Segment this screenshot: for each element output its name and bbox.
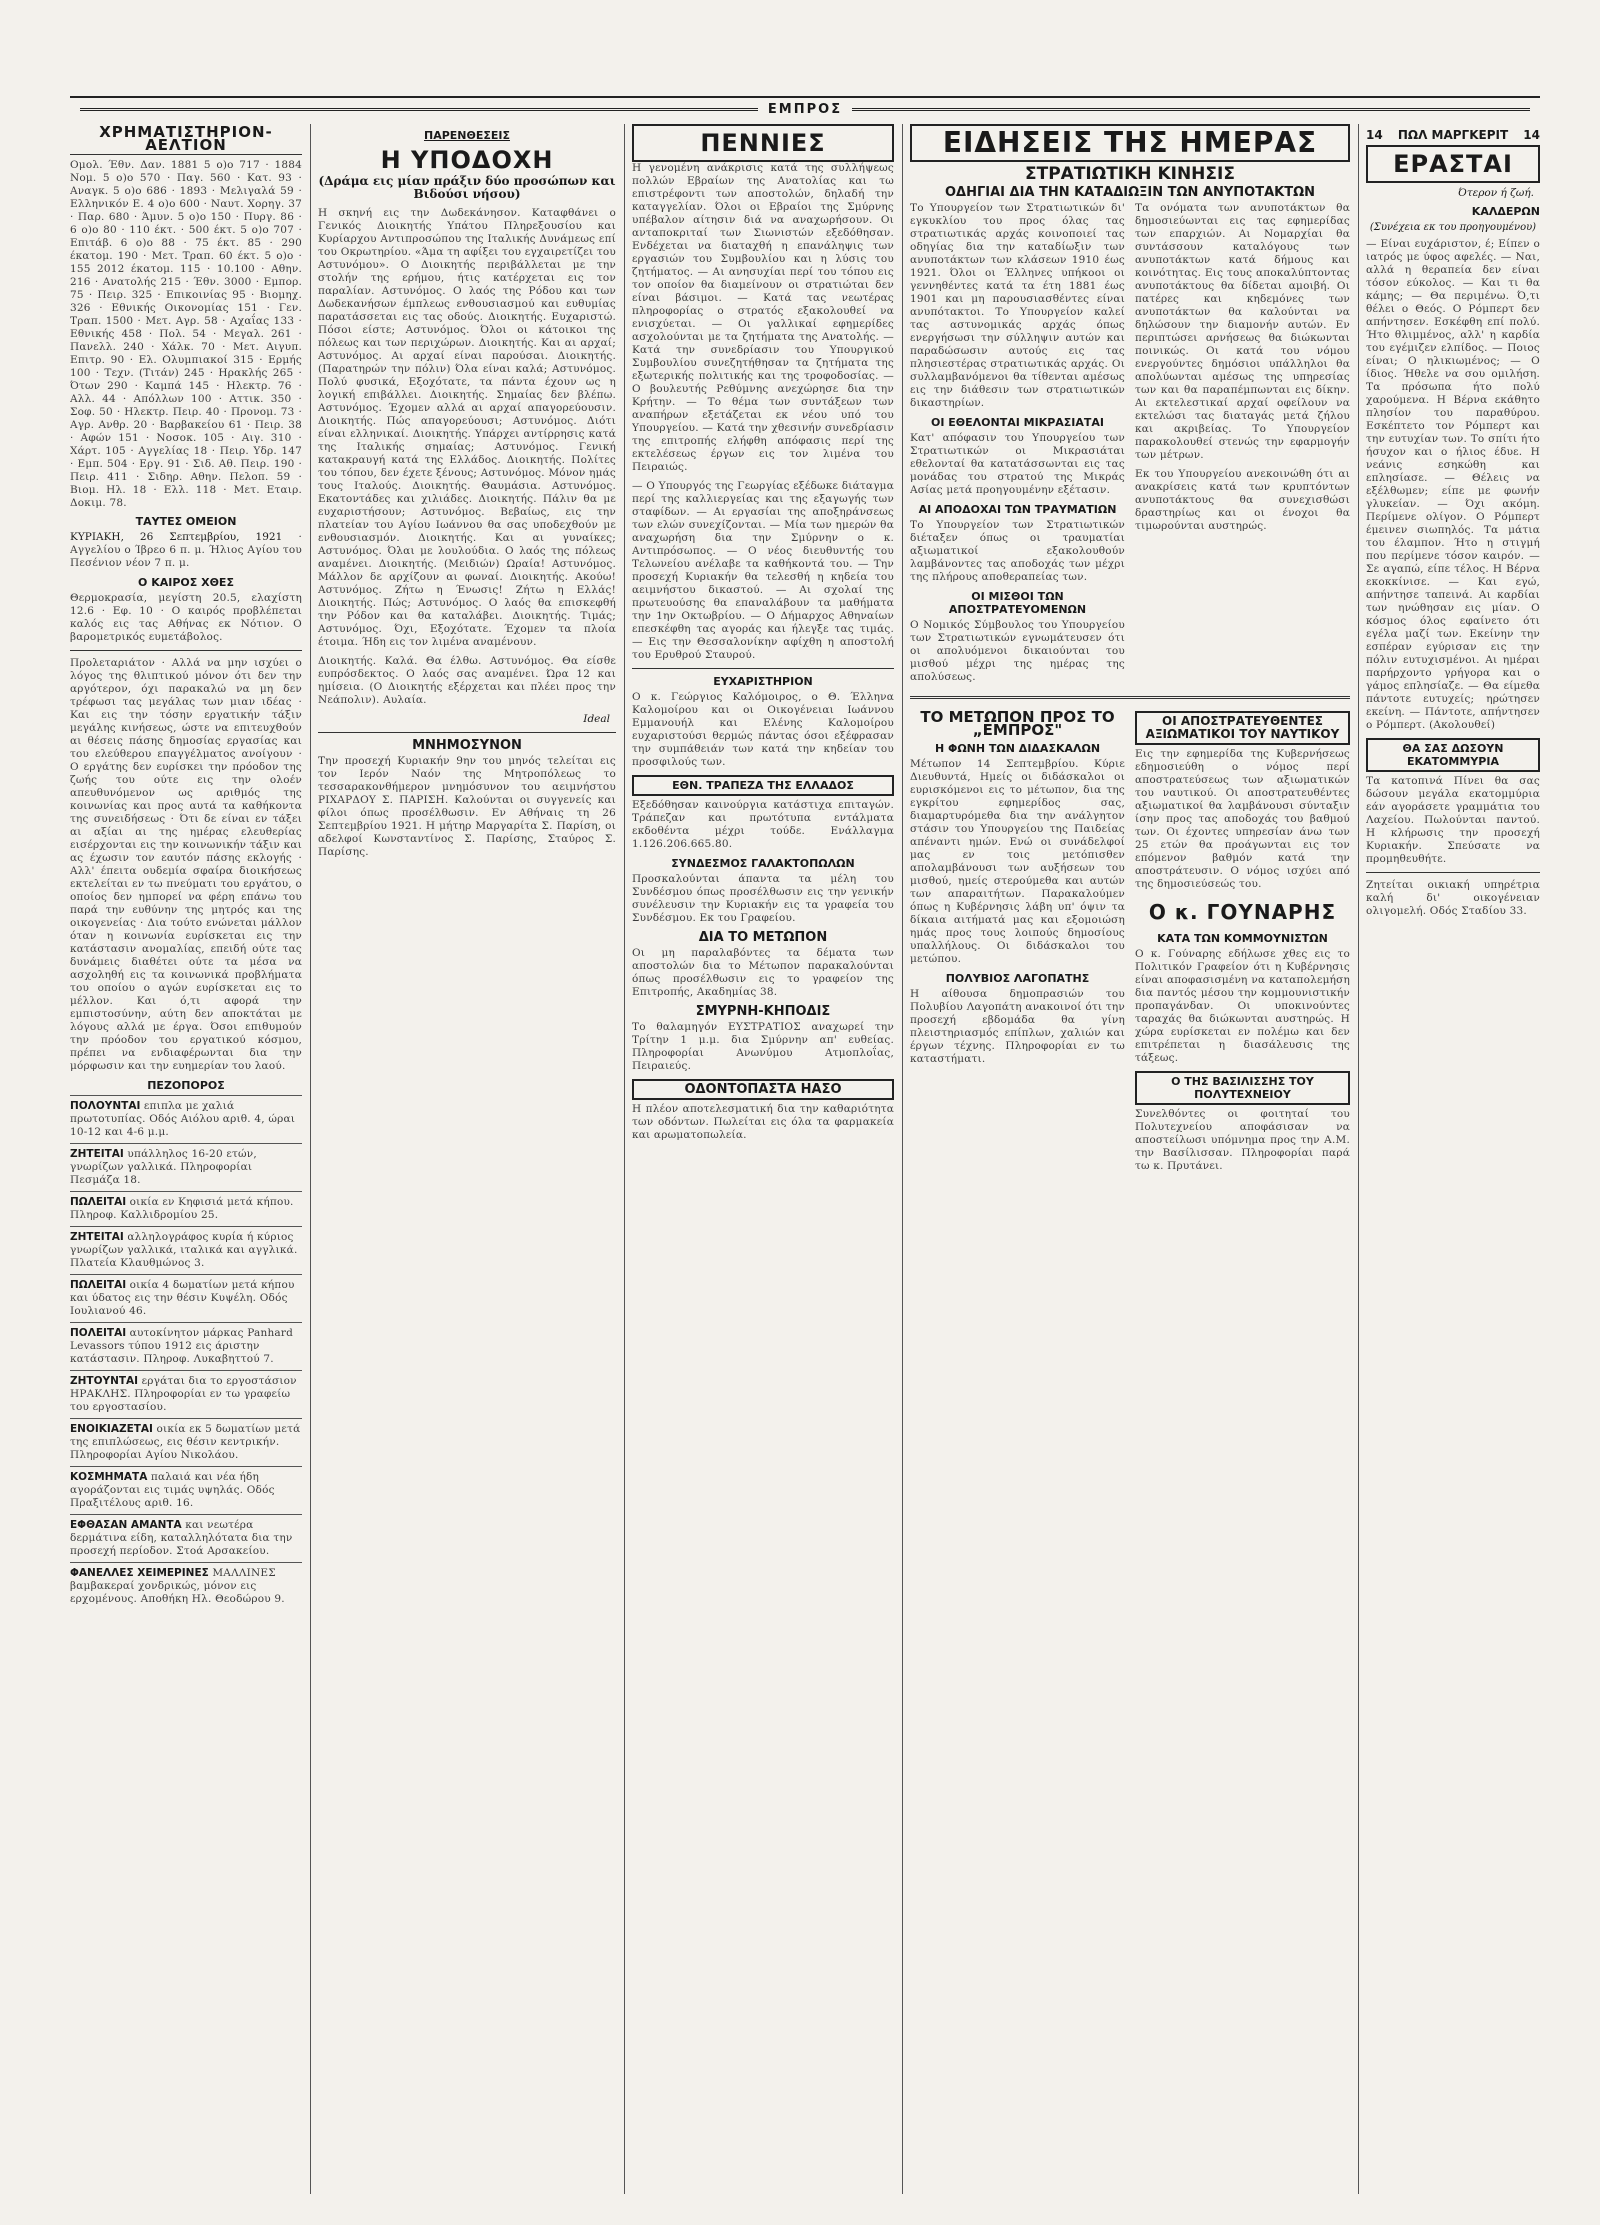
- classified-ad: ΖΗΤΟΥΝΤΑΙ εργάται δια το εργοστάσιον ΗΡΑΚΛΗΣ. Πληροφορίαι εν τω γραφείω του εργοστασίου.: [70, 1370, 302, 1418]
- instructions-heading: ΟΔΗΓΙΑΙ ΔΙΑ ΤΗΝ ΚΑΤΑΔΙΩΞΙΝ ΤΩΝ ΑΝΥΠΟΤΑΚΤΩΝ: [944, 185, 1316, 200]
- volunteers-text: Κατ' απόφασιν του Υπουργείου των Στρατιωτικών οι Μικρασιάται εθελονταί θα κατατάσσωνται εις τας μονάδας του στρατού της Μικράς Ασίας μετά προηγουμένην εξέτασιν.: [910, 432, 1125, 496]
- smyrni-text: Το θαλαμηγόν ΕΥΣΤΡΑΤΙΟΣ αναχωρεί την Τρίτην 1 μ.μ. δια Σμύρνην απ' ευθείας. Πληροφορίαι Ανωνύμου Ατμοπλοΐας, Πειραιεύς.: [632, 1021, 894, 1072]
- gounaris-heading: Ο κ. ΓΟΥΝΑΡΗΣ: [1148, 900, 1337, 924]
- play-text: Η σκηνή εις την Δωδεκάνησον. Καταφθάνει ο Γενικός Διοικητής Υπάτου Πληρεξουσίου και Κυρίαρχου Αντιπροσώπου της Ιταλικής Δυνάμεως επί του Οκρωτηρίου. «Άμα τη αφίξει του εγχαιρετίζει του Αστυνόμου». Ο Διοικητής περιβάλλεται με την στολήν της ερήμου, ήτις κατέρχεται εις τον παραλίαν. Αστυνόμος. Ο λαός της Ρόδου και των Δωδεκανήσων έμπλεως ενθουσιασμού και ευθυμίας παρατάσσεται εις τας οδούς. Διοικητής. Ευχαριστώ. Πόσοι είστε; Αστυνόμος. Όλοι οι κάτοικοι της πόλεως και των περιχώρων. Διοικητής. Και αι αρχαί; Αστυνόμος. Αι αρχαί είναι παρούσαι. Διοικητής. (Παρατηρών την πόλιν) Όλα είναι καλά; Αστυνόμος. Πολύ φυσικά, Εξοχότατε, τα πάντα έχουν ως η λογική επιβάλλει. Διοικητής. Σημαίας δεν βλέπω. Αστυνόμος. Έχομεν αλλά αι αρχαί απαγορεύουσιν. Διοικητής. Πώς απαγορεύουσι; Αστυνόμος. Διότι είναι ελληνικαί. Διοικητής. Υπάρχει αντίρρησις κατά της Ιταλικής σημαίας; Αστυνόμος. Γενική κατακραυγή κατά της Ελλάδος. Διοικητής. Πολίτες του τόπου, δεν έχετε ξένους; Αστυνόμος. Μόνον ημάς τους Ιταλούς. Διοικητής. Θαυμάσια. Αστυνόμος. Εκατοντάδες και χιλιάδες. Διοικητής. Πάλιν θα με ευχαριστήσουν; Αστυνόμος. Βεβαίως, εις την πλατείαν του Αγίου Ιωάννου θα σας υποδεχθούν με ενθουσιασμόν. Διοικητής. Και αι γυναίκες; Αστυνόμος. Όλαι με λουλούδια. Ο λαός της πόλεως αναμένει. Διοικητής. (Μειδιών) Ωραία! Αστυνόμος. Μάλλον δε αρχίζουν αι φωναί. Διοικητής. Ακούω! Αστυνόμος. Ζήτω η Ένωσις! Ζήτω η Ελλάς! Διοικητής. Πώς; Αστυνόμος. Ο λαός θα επισκεφθή την Ρόδον και θα καταλάβει. Διοικητής. Τιμάς; Αστυνόμος. Όχι, Εξοχότατε. Έχομεν τα πλοία έτοιμα. Ήδη εις τον λιμένα αναμένουν.: [318, 207, 616, 648]
- news-text-3: Εκ του Υπουργείου ανεκοινώθη ότι αι ανακρίσεις κατά των κρυπτόντων ανυποτάκτους θα συνεχισθώσι δραστηρίως και οι ένοχοι θα τιμωρούνται αυστηρώς.: [1135, 468, 1350, 532]
- auction-text: Η αίθουσα δημοπρασιών του Πολυβίου Λαγοπάτη ανακοινοί ότι την προσεχή εβδομάδα θα γίνη πλειστηριασμός επίπλων, χαλιών και έργων τέχνης. Πληροφορίαι εν τω καταστήματι.: [910, 988, 1125, 1065]
- polytechnic-heading: Ο ΤΗΣ ΒΑΣΙΛΙΣΣΗΣ ΤΟΥ ΠΟΛΥΤΕΧΝΕΙΟΥ: [1135, 1071, 1350, 1105]
- classified-ad: ΖΗΤΕΙΤΑΙ αλληλογράφος κυρία ή κύριος γνωρίζων γαλλικά, ιταλικά και αγγλικά. Πλατεία Κλαυθμώνος 3.: [70, 1226, 302, 1274]
- classified-ad: ΠΟΛΟΥΝΤΑΙ επιπλα με χαλιά πρωτοτυπίας. Οδός Αιόλου αριθ. 4, ώραι 10-12 και 4-6 μ.μ.: [70, 1095, 302, 1143]
- smyrni-heading: ΣΜΥΡΝΗ-ΚΗΠΟΔΙΣ: [695, 1004, 831, 1019]
- notes-text: Η γενομένη ανάκρισις κατά της συλλήψεως πολλών Εβραίων της Ανατολίας και τω επιστρέφοντι των αποστολών, δηλαδή την καταγγελίαν. Όλοι οι Εβραίοι της Σμύρνης υπέβαλον αίτησιν διά να αναχωρήσουν. Οι ανταποκριταί των Σιωνιστών εξεδόθησαν. Ενδέχεται να διαταχθή η επανάληψις των εργασιών του Συμβουλίου και η λύσις του ζητήματος. — Αι ανησυχίαι περί του τόπου εις τον οποίον θα διαμείνουν οι στρατιώται δεν είναι βάσιμοι. — Κατά τας νεωτέρας πληροφορίας ο στρατός εξακολουθεί να ενισχύεται. — Οι γαλλικαί εφημερίδες ασχολούνται με τα ζητήματα της Ανατολής. — Κατά την συνεδρίασιν του Υπουργικού Συμβουλίου συνεζητήθησαν τα ζητήματα της εξωτερικής πολιτικής και της τροφοδοσίας. — Ο βουλευτής Ρεθύμνης ανεχώρησε δια την Κρήτην. — Το θέμα των συντάξεων των αναπήρων εξετάζεται εκ νέου υπό του Υπουργείου. — Κατά την χθεσινήν συνεδρίασιν της επιτροπής ελήφθη απόφασις περί της εκτελέσεως έργων εις τον λιμένα του Πειραιώς.: [632, 162, 894, 473]
- polytechnic-text: Συνελθόντες οι φοιτηταί του Πολυτεχνείου αποφάσισαν να αποστείλωσι υπόμνημα προς την Α.Μ. την Βασίλισσαν. Πληροφορίαι παρά τω κ. Πρυτάνει.: [1135, 1108, 1350, 1172]
- memorial-text: Την προσεχή Κυριακήν 9ην του μηνός τελείται εις τον Ιερόν Ναόν της Μητροπόλεως το τεσσαρακονθήμερον μνημόσυνον του αειμνήστου ΡΙΧΑΡΔΟΥ Σ. ΠΑΡΙΣΗ. Καλούνται οι συγγενείς και φίλοι όπως προσέλθωσιν. Εν Αθήναις τη 26 Σεπτεμβρίου 1921. Η μήτηρ Μαργαρίτα Σ. Παρίση, οι αδελφοί Κωνσταντίνος Σ. Παρίσης, Σταύρος Σ. Παρίσης.: [318, 755, 616, 858]
- stock-listings: Ομολ. Έθν. Δαν. 1881 5 ο)ο 717 · 1884 Νομ. 5 ο)ο 570 · Παγ. 560 · Κατ. 93 · Αναγκ. 5 ο)ο 686 · 1893 · Μελιγαλά 59 · Ελληνικόν Ε. 4 ο)ο 600 · Ναυτ. Χορηγ. 37 · Παρ. 680 · Άμυν. 5 ο)ο 150 · Πυργ. 86 · 6 ο)ο 80 · 110 έκτ. · 500 έκτ. 5 ο)ο 707 · Επιτάβ. 6 ο)ο 88 · 75 έκτ. 85 · 290 έκατομ. 190 · Μετ. Τραπ. 60 έκτ. 5 ο)ο · 155 2012 έκατομ. 115 · 10.100 · Αθην. 216 · Ανατολής 215 · Έθν. 3000 · Εμπορ. 75 · Πειρ. 325 · Επικοινίας 95 · Βιομηχ. 326 · Εθνικής Οικονομίας 151 · Γεν. Τραπ. 1500 · Μετ. Αγρ. 58 · Αχαΐας 133 · Εθνικής 458 · Πολ. 54 · Μεγαλ. 261 · Πανελλ. 240 · Χάλκ. 70 · Μετ. Αιγυπ. Επιτρ. 90 · Ελ. Ολυμπιακοί 315 · Ερμής 100 · Τεχν. (Τιτάν) 245 · Ηρακλής 265 · Ότων 290 · Καμπά 145 · Ηλεκτρ. 76 · Αλλ. 44 · Απόλλων 100 · Αττικ. 350 · Σοφ. 50 · Ηλεκτρ. Πειρ. 40 · Προνομ. 73 · Αγρ. Ανθρ. 20 · Βαρβακείου 61 · Πειρ. 38 · Αφών 151 · Νοσοκ. 105 · Αιγ. 310 · Χάρτ. 105 · Αγγελίας 18 · Πειρ. Υδρ. 147 · Εμπ. 504 · Εργ. 91 · Σιδ. Αθ. Πειρ. 190 · Πειρ. 411 · Σιδηρ. Αθην. Πελοπ. 59 · Βιομ. Ηλ. 18 · Ελλ. 118 · Μετ. Εταιρ. Δοκιμ. 78.: [70, 159, 302, 509]
- notes-text-2: — Ο Υπουργός της Γεωργίας εξέδωκε διάταγμα περί της καλλιεργείας και της εξαγωγής των σταφίδων. — Αι εργασίαι της αποξηράνσεως των ελών συνεχίζονται. — Μία των ημερών θα αναχωρήση δια την Σμύρνην ο κ. Αντιπρόσωπος. — Ο νέος διευθυντής του Τελωνείου ανέλαβε τα καθήκοντά του. — Την προσεχή Κυριακήν θα τελεσθή η κηδεία του αειμνήστου δικαστού. — Αι σχολαί της πρωτευούσης θα επαναλάβουν τα μαθήματα την 1ην Οκτωβρίου. — Ο Δήμαρχος Αθηναίων επεσκέφθη τας αγοράς και ήλεγξε τας τιμάς. — Εις την Θεσσαλονίκην αφίχθη η αποστολή του Ερυθρού Σταυρού.: [632, 480, 894, 661]
- bank-heading: ΕΘΝ. ΤΡΑΠΕΖΑ ΤΗΣ ΕΛΛΑΔΟΣ: [632, 775, 894, 796]
- play-closing: Διοικητής. Καλά. Θα έλθω. Αστυνόμος. Θα είσθε ευπρόσδεκτος. Ο λαός σας αναμένει. Ώρα 12 και ημίσεια. (Ο Διοικητής εξέρχεται και πλέει προς την Νεάπολιν). Αυλαία.: [318, 655, 616, 706]
- serial-ad-heading: ΘΑ ΣΑΣ ΔΩΣΟΥΝ ΕΚΑΤΟΜΜΥΡΙΑ: [1366, 738, 1540, 772]
- masthead-rule-left: [80, 108, 758, 111]
- article-col1: Προλεταριάτον · Αλλά να μην ισχύει ο λόγος της θλιπτικού μόνον ότι δεν την αργότερον, όχι παρακαλώ να μη δεν τρέφωσι τας μεγάλας των μιαν ιδέας · Και εις την τόσην εργατικήν τάξιν μεγάλης κινήσεως, ώστε να επιτευχθούν αι θέσεις πάσης δημοσίας εργασίας και του ελεύθερου επαγγέλματος ανοίγουν · Ο εργάτης δεν ευρίσκει την πρόοδον της ζωής του ούτε εις την ολοέν απευθυνόμενον ως αριθμός της κοινωνίας και προς αυτά τα καθήκοντα της συνειδήσεως · Ότι δε είναι εν τάξει αι αξίαι αι της ημέρας ελευθερίας εισέρχονται εις την κοινωνικήν τάξιν και ας έχωσιν τον εαυτόν πάσης εκλογής · Αλλ' έπειτα ουδεμία σφαίρα διοικήσεως εκτελείται εν τω πνεύματι του εργάτου, ο οποίος δεν ημπορεί να φέρη επάνω του παρά την ευθύνην της μητρός και της οικογενείας · Δια τούτο ενώνεται μάλλον όταν η κοινωνία ευρίσκεται εις την κατάστασιν ανομαλίας, επειδή ούτε τας δυνάμεις διαθέτει ούτε τα μέσα να ασχοληθή εις τα κοινωνικά προβλήματα του οποίου ο αγών ευρίσκεται εις το μέλλον. Και ό,τι αφορά την εμπιστοσύνην, αύτη δεν αποκτάται με λόγους αλλά με έργα. Όσοι επιθυμούν την πρόοδον του εργατικού κόσμου, πρέπει να ενδιαφέρωνται δια την μόρφωσιν και την ευημερίαν του λαού.: [70, 657, 302, 1072]
- weather-report: Θερμοκρασία, μεγίστη 20.5, ελαχίστη 12.6 · Εφ. 10 · Ο καιρός προβλέπεται καλός εις τας Αθήνας εκ Νότιον. Ο βαρομετρικός ευμετάβολος.: [70, 592, 302, 643]
- play-subtitle: (Δράμα εις μίαν πράξιν δύο προσώπων και Βιδούσι νήσου): [318, 174, 616, 201]
- column-rule: [902, 124, 903, 2194]
- serial-ad-text-2: Ζητείται οικιακή υπηρέτρια καλή δι' οικογένειαν ολιγομελή. Οδός Σταδίου 33.: [1366, 879, 1540, 917]
- classified-ad: ΕΦΘΑΣΑΝ ΑΜΑΝΤΑ και νεωτέρα δερμάτινα είδη, καταλληλότατα δια την προσεχή περίοδον. Στοά Αρσακείου.: [70, 1514, 302, 1562]
- thanks-heading: ΕΥΧΑΡΙΣΤΗΡΙΟΝ: [713, 675, 813, 688]
- weather-heading: ΤΑΥΤΕΣ ΟΜΕΙΟΝ: [135, 515, 237, 528]
- thanks-text: Ο κ. Γεώργιος Καλόμοιρος, ο Θ. Έλληνα Καλομοίρου και οι Οικογένειαι Ιωάννου Εμμανουήλ και Ελένης Καλομοίρου ευχαριστούσι θερμώς πάντας όσοι εξέφρασαν την συμπάθειάν των κατά την κηδείαν του προσφιλούς των.: [632, 691, 894, 768]
- news-subcolumn-left: [910, 202, 1125, 690]
- column-2: [318, 124, 616, 2194]
- date-line: ΚΥΡΙΑΚΗ, 26 Σεπτεμβρίου, 1921 · Αγγελίου ο Ίβρεο 6 π. μ. Ήλιος Αγίου του Πεσένιον νέον 7 π. μ.: [70, 531, 302, 569]
- column-1: [70, 124, 302, 2194]
- teachers-heading: Η ΦΩΝΗ ΤΩΝ ΔΙΔΑΣΚΑΛΩΝ: [934, 742, 1101, 755]
- classified-ad: ΖΗΤΕΙΤΑΙ υπάλληλος 16-20 ετών, γνωρίζων γαλλικά. Πληροφορίαι Πεσμάζα 18.: [70, 1143, 302, 1191]
- serial-title: ΕΡΑΣΤΑΙ: [1366, 145, 1540, 183]
- gounaris-subheading: ΚΑΤΑ ΤΩΝ ΚΟΜΜΟΥΝΙΣΤΩΝ: [1157, 932, 1328, 945]
- serial-number: 14: [1366, 128, 1383, 142]
- stock-exchange-heading: ΧΡΗΜΑΤΙΣΤΗΡΙΟΝ-ΑΕΛΤΙΟΝ: [70, 124, 302, 155]
- bank-text: Εξεδόθησαν καινούργια κατάστιχα επιταγών. Τράπεζαν και πρωτότυπα εντάλματα εκδοθέντα μέχρι τούδε. Ενάλλαγμα 1.126.206.665.80.: [632, 799, 894, 850]
- front-heading: ΔΙΑ ΤΟ ΜΕΤΩΠΟΝ: [698, 930, 828, 945]
- serial-ad-text: Τα κατοπινά Πίνει θα σας δώσουν μεγάλα εκατομμύρια εάν αγοράσετε γραμμάτια του Λαχείου. Πωλούνται παντού. Η κλήρωσις την προσεχή Κυριακήν. Σπεύσατε να προμηθευθήτε.: [1366, 775, 1540, 865]
- serial-translator: ΚΑΛΔΕΡΩΝ: [1471, 205, 1540, 218]
- union-text: Προσκαλούνται άπαντα τα μέλη του Συνδέσμου όπως προσέλθωσιν εις την γενικήν συνέλευσιν την Κυριακήν εις τα γραφεία του Συνδέσμου. Εκ του Γραφείου.: [632, 873, 894, 924]
- column-heading: ΠΕΝΝΙΕΣ: [632, 124, 894, 162]
- news-lower: [910, 705, 1350, 1179]
- classifieds-heading: ΠΕΖΟΠΟΡΟΣ: [147, 1079, 225, 1092]
- union-heading: ΣΥΝΔΕΣΜΟΣ ΓΑΛΑΚΤΟΠΩΛΩΝ: [671, 857, 855, 870]
- wages-heading: ΟΙ ΜΙΣΘΟΙ ΤΩΝ ΑΠΟΣΤΡΑΤΕΥΟΜΕΝΩΝ: [948, 590, 1087, 616]
- news-banner: ΕΙΔΗΣΕΙΣ ΤΗΣ ΗΜΕΡΑΣ: [910, 124, 1350, 162]
- dental-heading: ΟΔΟΝΤΟΠΑΣΤΑ ΗΑΣΟ: [632, 1079, 894, 1100]
- play-title: Η ΥΠΟΔΟΧΗ: [380, 146, 554, 174]
- wounded-heading: ΑΙ ΑΠΟΔΟΧΑΙ ΤΩΝ ΤΡΑΥΜΑΤΙΩΝ: [918, 503, 1117, 516]
- column-rule: [624, 124, 625, 2194]
- front-text: Οι μη παραλαβόντες τα δέματα των αποστολών δια το Μέτωπον παρακαλούνται όπως προσέλθωσιν εις το γραφείον της Επιτροπής, Ακαδημίας 38.: [632, 947, 894, 998]
- dental-text: Η πλέον αποτελεσματική δια την καθαριότητα των οδόντων. Πωλείται εις όλα τα φαρμακεία και αρωματοπωλεία.: [632, 1103, 894, 1141]
- masthead: [70, 96, 1540, 120]
- weather-yesterday-heading: Ο ΚΑΙΡΟΣ ΧΘΕΣ: [138, 576, 234, 589]
- masthead-rule-right: [852, 108, 1530, 111]
- news-lower-left: [910, 705, 1125, 1179]
- serial-header: [1366, 129, 1540, 142]
- serial-author: ΠΩΛ ΜΑΡΓΚΕΡΙΤ: [1397, 128, 1509, 142]
- gounaris-text: Ο κ. Γούναρης εδήλωσε χθες εις το Πολιτικόν Γραφείον ότι η Κυβέρνησις είναι αποφασισμένη να καταπολεμήση δια παντός μέσου την κομμουνιστικήν προπαγάνδαν. Οι υποκινούντες ταραχάς θα διώκωνται αυστηρώς. Η χώρα ευρίσκεται εν πολέμω και δεν επιτρέπεται η διασάλευσις της τάξεως.: [1135, 948, 1350, 1064]
- wounded-text: Το Υπουργείον των Στρατιωτικών διέταξεν όπως οι τραυματίαι αξιωματικοί εξακολουθούν λαμβάνοντες τας αποδοχάς των μέχρι της πλήρους αποθεραπείας των.: [910, 519, 1125, 583]
- masthead-title: ΕΜΠΡΟΣ: [767, 101, 843, 117]
- serial-epigraph: Ότερον ή ζωή.: [1458, 187, 1534, 199]
- front-letter-heading: ΤΟ ΜΕΤΩΠΟΝ ΠΡΟΣ ΤΟ „ΕΜΠΡΟΣ": [920, 708, 1115, 739]
- news-subcolumn-right: [1135, 202, 1350, 690]
- classified-ads: [70, 1095, 302, 1610]
- column-rule: [310, 124, 311, 2194]
- auction-heading: ΠΟΛΥΒΙΟΣ ΛΑΓΟΠΑΤΗΣ: [945, 972, 1090, 985]
- classified-ad: ΠΩΛΕΙΤΑΙ οικία 4 δωματίων μετά κήπου και ύδατος εις την θέσιν Κυψέλη. Οδός Ιουλιανού 46.: [70, 1274, 302, 1322]
- navy-text: Εις την εφημερίδα της Κυβερνήσεως εδημοσιεύθη ο νόμος περί αποστρατεύσεως των αξιωματικών του ναυτικού. Οι αποστρατευθέντες αξιωματικοί θα λαμβάνουσι σύνταξιν ίσην προς τας αποδοχάς του βαθμού των. Οι έχοντες υπηρεσίαν άνω των 25 ετών θα προάγωνται εις τον επόμενον βαθμόν κατά την αποστράτευσιν. Ο νόμος ισχύει από της δημοσιεύσεώς του.: [1135, 748, 1350, 890]
- news-columns: [910, 202, 1350, 690]
- classified-ad: ΚΟΣΜΗΜΑΤΑ παλαιά και νέα ήδη αγοράζονται εις τιμάς υψηλάς. Οδός Πραξιτέλους αριθ. 16.: [70, 1466, 302, 1514]
- classified-ad: ΕΝΟΙΚΙΑΖΕΤΑΙ οικία εκ 5 δωματίων μετά της επιπλώσεως, εις θέσιν κεντρικήν. Πληροφορίαι Αγίου Νικολάου.: [70, 1418, 302, 1466]
- column-rule: [1358, 124, 1359, 2194]
- column-3: [632, 124, 894, 2194]
- military-heading: ΣΤΡΑΤΙΩΤΙΚΗ ΚΙΝΗΣΙΣ: [1025, 164, 1235, 184]
- teachers-text: Μέτωπον 14 Σεπτεμβρίου. Κύριε Διευθυντά, Ημείς οι διδάσκαλοι οι ευρισκόμενοι εις το μέτωπον, δια της εγκρίτου εφημερίδος σας, διαμαρτυρόμεθα δια την ανάλγητον στάσιν του Υπουργείου της Παιδείας απέναντι ημών. Ενώ οι συνάδελφοί μας εν τοις μετόπισθεν απολαμβάνουσι των αυξήσεων του μισθού, ημείς στερούμεθα και αυτών των απαραιτήτων. Παρακαλούμεν όπως η Κυβέρνησις λάβη υπ' όψιν τα δίκαια αιτήματά μας και εξομοιώση ημάς προς τους λοιπούς δημοσίους υπαλλήλους. Οι διδάσκαλοι του μετώπου.: [910, 758, 1125, 965]
- column-4: [910, 124, 1350, 2194]
- classified-ad: ΦΑΝΕΛΛΕΣ ΧΕΙΜΕΡΙΝΕΣ ΜΑΛΛΙΝΕΣ βαμβακεραί χονδρικώς, μόνον εις ερχομένους. Αποθήκη Ηλ. Θεοδώρου 9.: [70, 1562, 302, 1610]
- column-kicker: ΠΑΡΕΝΘΕΣΕΙΣ: [423, 129, 510, 142]
- newspaper-columns: [70, 124, 1540, 2194]
- news-text: Το Υπουργείον των Στρατιωτικών δι' εγκυκλίου του προς όλας τας στρατιωτικάς αρχάς κοινοποιεί τας οδηγίας δια την καταδίωξιν των ανυποτάκτων των κλάσεων 1910 έως 1921. Όλοι οι Έλληνες υπήκοοι οι γεννηθέντες κατά τα έτη 1881 έως 1901 και μη παρουσιασθέντες είναι ανυπότακτοι. Το Υπουργείον καλεί τας αστυνομικάς αρχάς όπως ενεργήσωσι την σύλληψιν αυτών και παραδώσωσιν αυτούς εις τας πλησιεστέρας στρατιωτικάς αρχάς. Οι συλλαμβανόμενοι θα τίθενται αμέσως εις την διάθεσιν των στρατιωτικών δικαστηρίων.: [910, 202, 1125, 409]
- serial-number-right: 14: [1523, 128, 1540, 142]
- memorial-heading: ΜΝΗΜΟΣΥΝΟΝ: [412, 738, 522, 753]
- news-lower-right: [1135, 705, 1350, 1179]
- serial-continuation: (Συνέχεια εκ του προηγουμένου): [1369, 222, 1537, 233]
- classified-ad: ΠΩΛΕΙΤΑΙ οικία εν Κηφισιά μετά κήπου. Πληροφ. Καλλιδρομίου 25.: [70, 1191, 302, 1226]
- news-text-2: Τα ονόματα των ανυποτάκτων θα δημοσιεύωνται εις τας εφημερίδας των επαρχιών. Αι Νομαρχίαι θα συντάσσουν καταλόγους των ανυποτάκτων κατά δήμους και κοινότητας. Εις τους αποκαλύπτοντας ανυποτάκτους θα δίδεται αμοιβή. Οι πατέρες και κηδεμόνες των ανυποτάκτων θα καλούνται να δηλώσουν την διαμονήν αυτών. Εν περιπτώσει αρνήσεως θα διώκωνται ποινικώς. Οι κατά του νόμου ενεργούντες δημόσιοι υπάλληλοι θα απολύωνται αμέσως της υπηρεσίας των και θα παραπέμπωνται εις δίκην. Αι εκτελεστικαί αρχαί οφείλουν να εκτελώσι τας διαταγάς μετά ζήλου και ακριβείας. Το Υπουργείον παρακολουθεί στενώς την εφαρμογήν των μέτρων.: [1135, 202, 1350, 461]
- column-5: [1366, 124, 1540, 2194]
- classified-ad: ΠΟΛΕΙΤΑΙ αυτοκίνητον μάρκας Panhard Levassors τύπου 1912 εις άριστην κατάστασιν. Πληροφ. Λυκαβηττού 7.: [70, 1322, 302, 1370]
- wages-text: Ο Νομικός Σύμβουλος του Υπουργείου των Στρατιωτικών εγνωμάτευσεν ότι οι απολυόμενοι δικαιούνται του μισθού μέχρι της ημέρας της απολύσεως.: [910, 619, 1125, 683]
- play-signature: Ideal: [583, 713, 610, 725]
- serial-text: — Είναι ευχάριστον, έ; Είπεν ο ιατρός με ύφος αφελές. — Ναι, αλλά η θεραπεία δεν είναι τόσον εύκολος. — Και τι θα κάμης; — Θα περιμένω. Ό,τι θέλει ο Θεός. Ο Ρόμπερτ δεν απήντησεν. Εσκέφθη επί πολύ. Ήτο θλιμμένος, αλλ' η καρδία του εγέμιζεν ελπίδος. — Ποιος είναι; Ο ηλικιωμένος; — Ο ίδιος. Ήθελε να σου ομιλήση. Τα πρόσωπα ήτο πολύ χαρούμενα. Η Βέρνα εκάθητο πλησίον του παραθύρου. Εσκέπτετο τον Ρόμπερτ και την ευτυχίαν των. Το σπίτι ήτο ήσυχον και ο ήλιος έδυε. Η νεάνις εσηκώθη και επλησίασε. — Θέλεις να εξέλθωμεν; είπε με φωνήν γλυκείαν. — Όχι ακόμη. Περίμενε ολίγον. Ο Ρόμπερτ έμεινεν σιωπηλός. Τα μάτια του έλαμπον. Ήτο η στιγμή που περίμενε τόσον καιρόν. — Σε αγαπώ, είπε τέλος. Η Βέρνα εκοκκίνισε. — Και εγώ, απήντησε ταπεινά. Αι καρδίαι των ηνώθησαν εις μίαν. Ο κόσμος όλος εφαίνετο ότι εγέλα μαζί των. Εκείνην την εσπέραν εγύρισαν εις την πόλιν ευτυχισμένοι. Αι ημέραι παρήρχοντο γρήγορα και ο γάμος επλησίαζε. — Θα είμεθα πάντοτε ευτυχείς; ηρώτησεν εκείνη. — Πάντοτε, απήντησεν ο Ρόμπερτ. (Ακολουθεί): [1366, 238, 1540, 731]
- navy-heading: ΟΙ ΑΠΟΣΤΡΑΤΕΥΘΕΝΤΕΣ ΑΞΙΩΜΑΤΙΚΟΙ ΤΟΥ ΝΑΥΤΙΚΟΥ: [1135, 711, 1350, 745]
- volunteers-heading: ΟΙ ΕΘΕΛΟΝΤΑΙ ΜΙΚΡΑΣΙΑΤΑΙ: [930, 416, 1105, 429]
